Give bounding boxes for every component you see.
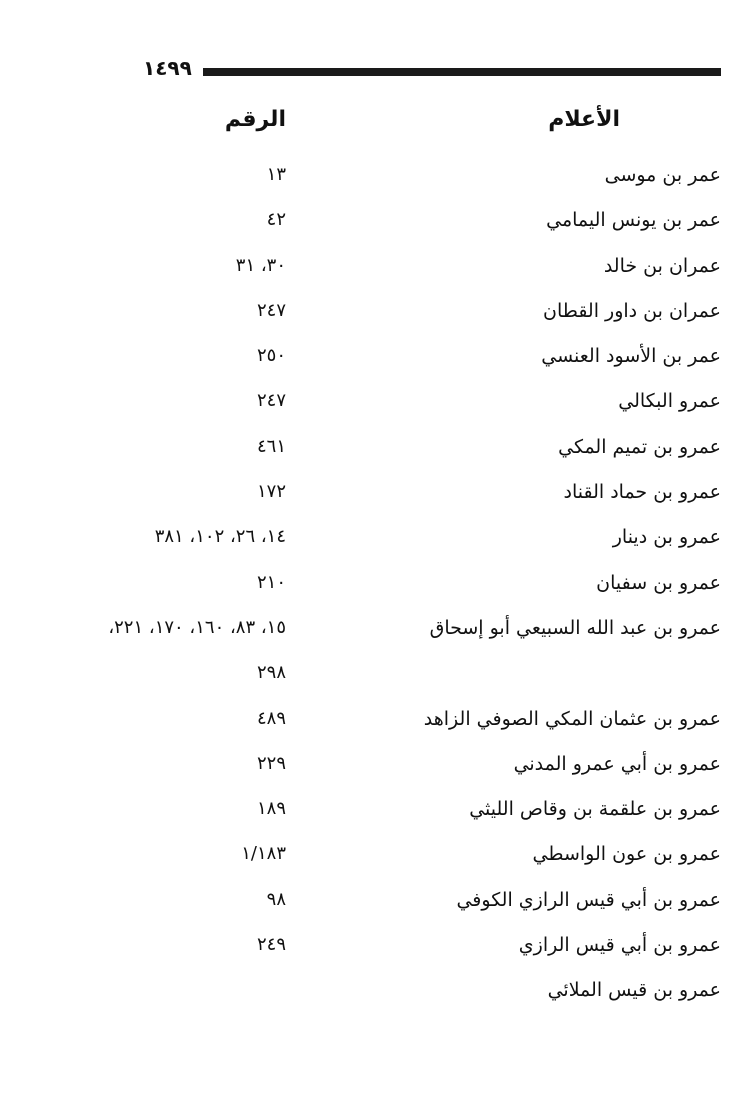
person-name: عمر بن موسى [604, 164, 721, 186]
reference-numbers: ٣٠، ٣١ [235, 254, 286, 276]
person-name: عمران بن داور القطان [542, 299, 721, 322]
index-row [0, 333, 748, 378]
index-row [0, 967, 748, 1012]
reference-numbers: ١٧٢ [256, 481, 286, 503]
reference-numbers: ٢١٠ [256, 571, 286, 593]
person-name: عمرو بن دينار [612, 526, 721, 549]
reference-numbers: ١٣ [266, 164, 286, 185]
index-row [0, 922, 748, 967]
index-row [0, 197, 748, 242]
reference-numbers: ٢٤٧ [256, 390, 286, 412]
person-name: عمرو بن قيس الملائي [547, 979, 721, 1002]
person-name: عمران بن خالد [603, 254, 721, 277]
index-row-continuation [0, 650, 748, 695]
index-row [0, 741, 748, 786]
reference-numbers: ٢٢٩ [256, 752, 286, 774]
reference-numbers: ٢٤٩ [256, 934, 286, 956]
person-name: عمرو بن عبد الله السبيعي أبو إسحاق [429, 616, 721, 639]
person-name: عمرو بن حماد القناد [563, 481, 721, 504]
names-column-heading: الأعلام [548, 107, 620, 132]
person-name: عمر بن يونس اليمامي [546, 209, 721, 232]
reference-numbers: ١٥، ٨٣، ١٦٠، ١٧٠، ٢٢١، [108, 616, 286, 638]
person-name: عمرو بن أبي قيس الرازي [518, 934, 721, 957]
person-name: عمر بن الأسود العنسي [541, 345, 721, 368]
index-row [0, 288, 748, 333]
index-row [0, 786, 748, 831]
reference-numbers: ١٤، ٢٦، ١٠٢، ٣٨١ [154, 526, 286, 548]
person-name: عمرو بن علقمة بن وقاص الليثي [469, 798, 721, 821]
reference-numbers: ٤٦١ [256, 435, 286, 457]
person-name: عمرو بن عون الواسطي [532, 843, 721, 866]
index-row [0, 378, 748, 423]
index-list [0, 152, 748, 1013]
header-rule [203, 68, 721, 76]
reference-numbers: ٩٨ [266, 888, 286, 910]
index-row [0, 696, 748, 741]
reference-numbers: ١٨٩ [256, 798, 286, 820]
reference-numbers: ٤٢ [266, 209, 286, 231]
reference-numbers: ٢٤٧ [256, 299, 286, 321]
numbers-column-heading: الرقم [224, 107, 286, 132]
index-row [0, 605, 748, 650]
reference-numbers: ٢٥٠ [256, 345, 286, 367]
person-name: عمرو بن أبي قيس الرازي الكوفي [456, 888, 721, 911]
index-row [0, 469, 748, 514]
index-row [0, 877, 748, 922]
person-name: عمرو البكالي [618, 390, 721, 413]
index-row [0, 560, 748, 605]
reference-numbers: ٢٩٨ [256, 662, 286, 684]
index-row [0, 424, 748, 469]
page-number: ١٤٩٩ [143, 56, 192, 80]
index-row [0, 243, 748, 288]
index-row [0, 831, 748, 876]
person-name: عمرو بن تميم المكي [558, 435, 721, 458]
index-row [0, 152, 748, 197]
reference-numbers: ١/١٨٣ [241, 843, 286, 865]
reference-numbers: ٤٨٩ [256, 707, 286, 729]
index-row [0, 514, 748, 559]
person-name: عمرو بن أبي عمرو المدني [513, 752, 721, 775]
person-name: عمرو بن عثمان المكي الصوفي الزاهد [423, 707, 721, 730]
person-name: عمرو بن سفيان [596, 571, 721, 594]
